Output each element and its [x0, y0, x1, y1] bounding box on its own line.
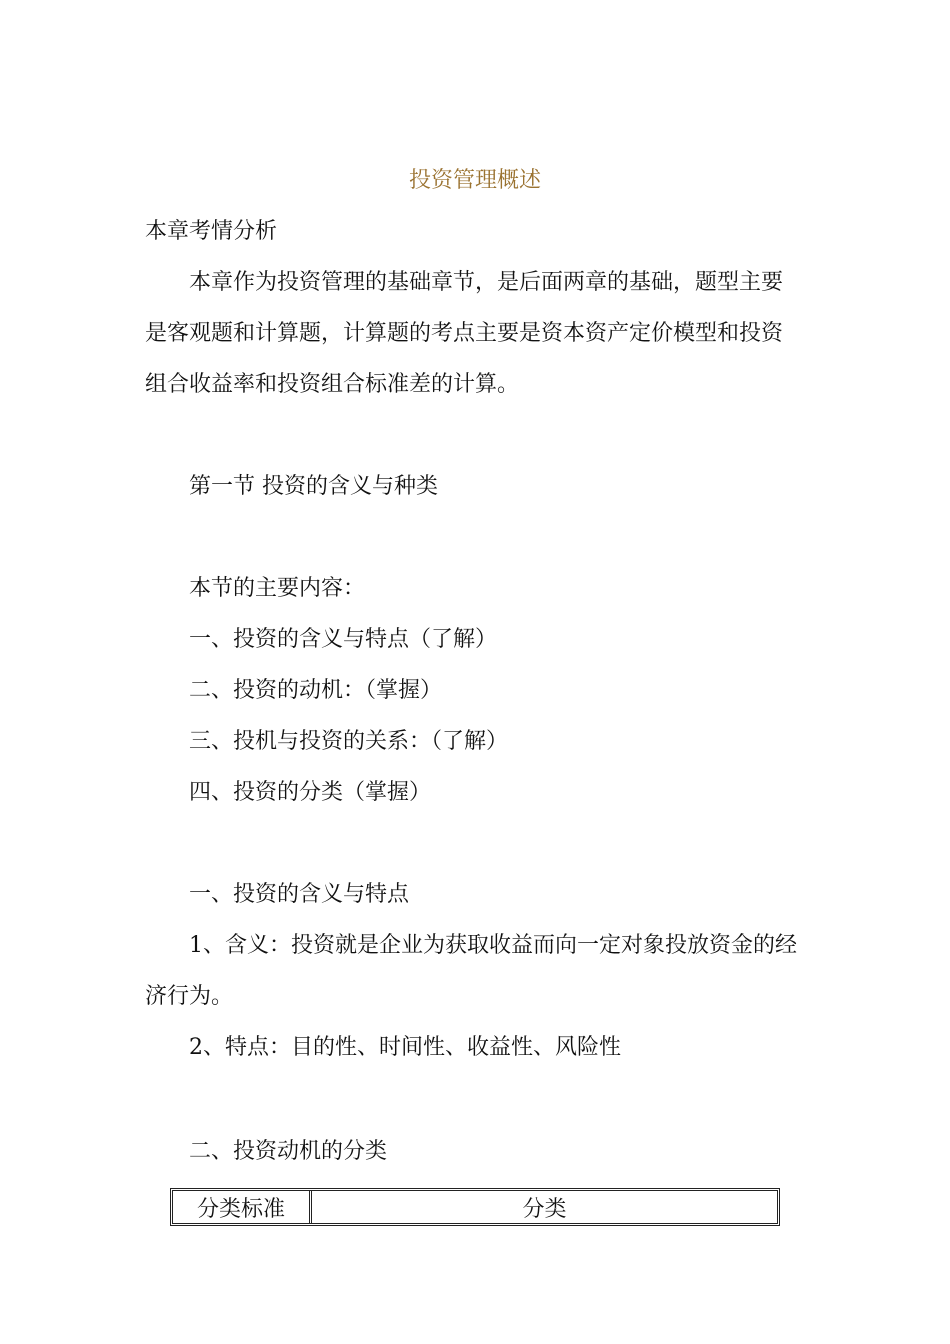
table-header-category: 分类	[522, 1196, 567, 1222]
definition-line-1: 1、含义：投资就是企业为获取收益而向一定对象投放资金的经	[189, 933, 797, 958]
analysis-paragraph-line-3: 组合收益率和投资组合标准差的计算。	[145, 372, 520, 397]
part1-heading: 一、投资的含义与特点	[189, 882, 410, 907]
contents-item-4: 四、投资的分类（掌握）	[189, 780, 432, 805]
contents-heading: 本节的主要内容：	[189, 576, 366, 601]
part2-heading: 二、投资动机的分类	[189, 1139, 388, 1164]
analysis-heading: 本章考情分析	[145, 219, 278, 244]
features-line: 2、特点：目的性、时间性、收益性、风险性	[189, 1035, 621, 1060]
analysis-paragraph-line-1: 本章作为投资管理的基础章节，是后面两章的基础，题型主要	[189, 270, 784, 295]
contents-item-3: 三、投机与投资的关系：（了解）	[189, 729, 509, 754]
document-title: 投资管理概述	[408, 168, 541, 193]
table-header-standard: 分类标准	[173, 1191, 312, 1223]
analysis-paragraph-line-2: 是客观题和计算题，计算题的考点主要是资本资产定价模型和投资	[145, 321, 784, 346]
contents-item-2: 二、投资的动机：（掌握）	[189, 678, 443, 703]
classification-table	[170, 1188, 780, 1226]
contents-item-1: 一、投资的含义与特点（了解）	[189, 627, 498, 652]
definition-line-2: 济行为。	[145, 984, 234, 1009]
section-heading: 第一节 投资的含义与种类	[189, 474, 438, 499]
